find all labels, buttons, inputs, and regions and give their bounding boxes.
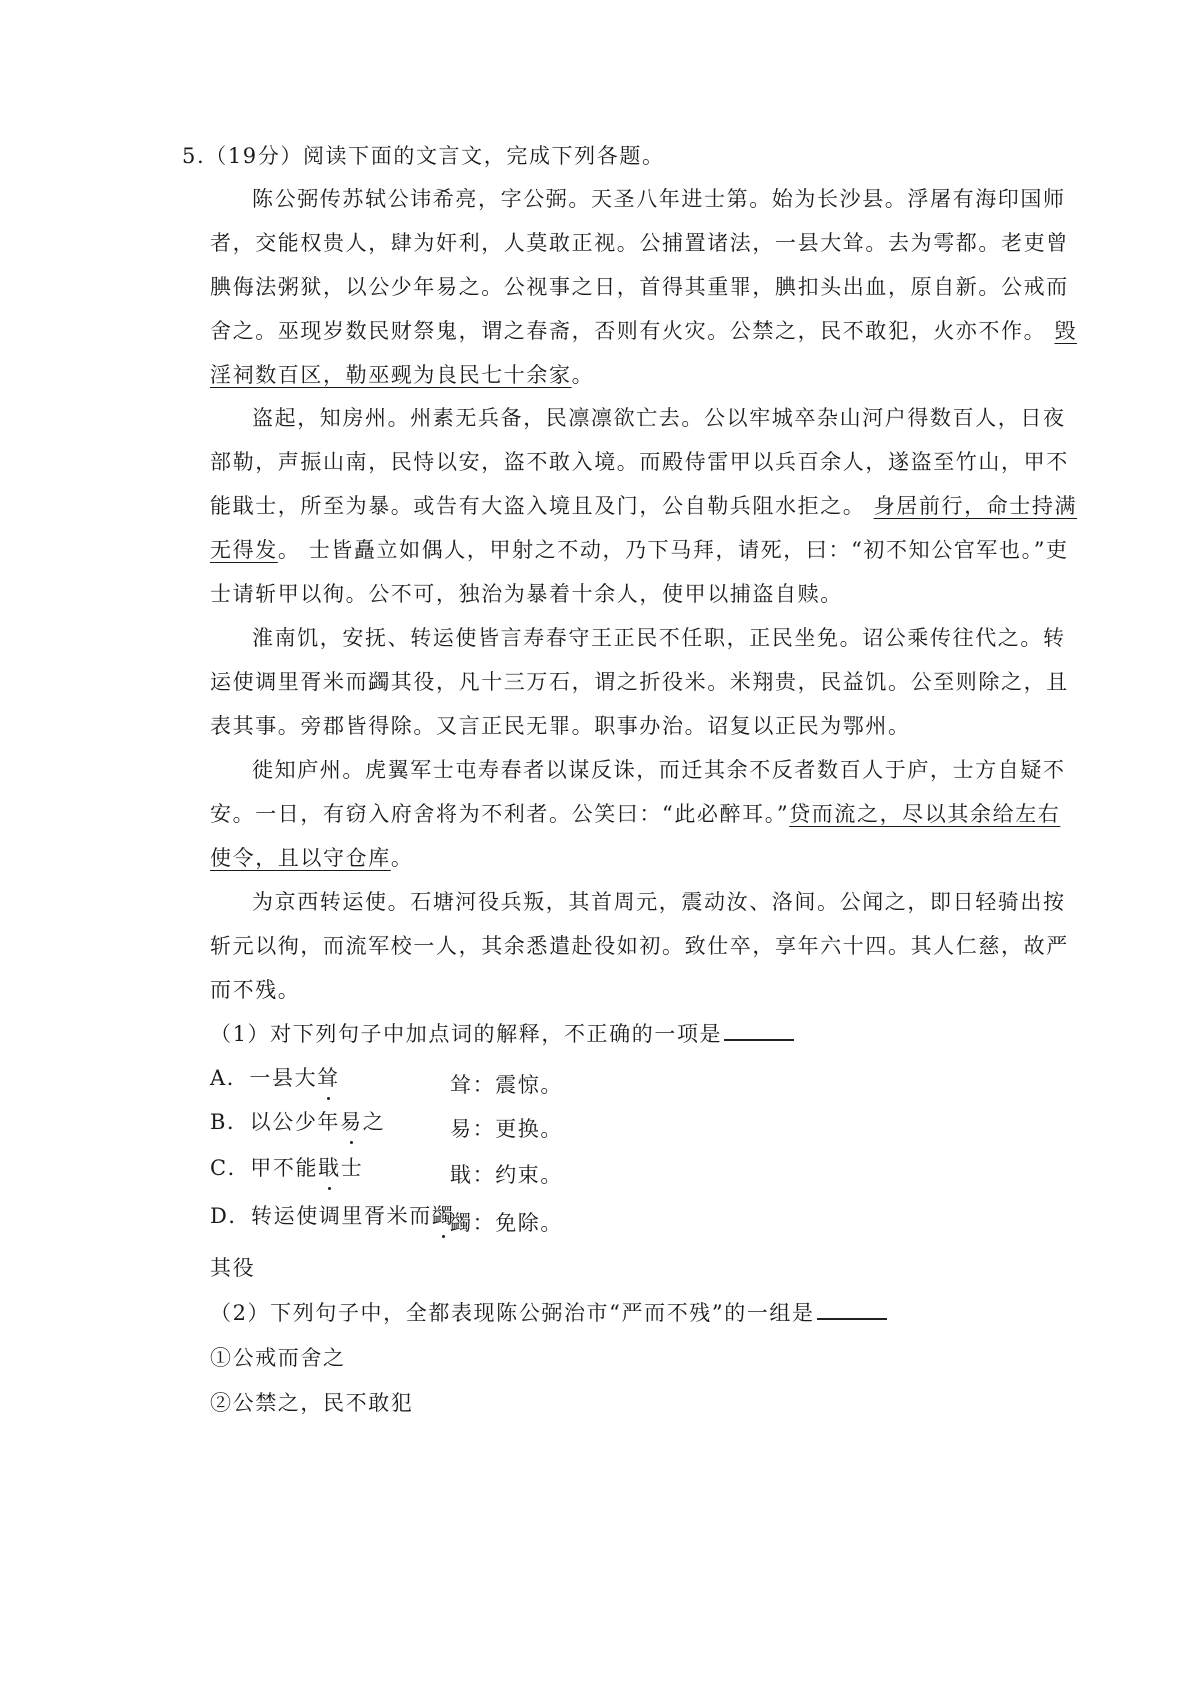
question-title: 5.（19分）阅读下面的文言文，完成下列各题。 <box>182 144 665 168</box>
subquestion-1-prompt: （1）对下列句子中加点词的解释，不正确的一项是 <box>210 1019 794 1049</box>
option-a-gloss: 耸：震惊。 <box>450 1073 563 1097</box>
underlined-sentence: 身居前行，命士持满 <box>873 494 1078 518</box>
option-c-gloss: 戢：约束。 <box>450 1163 563 1187</box>
passage-line: 盗起，知房州。州素无兵备，民凛凛欲亡去。公以牢城卒杂山河户得数百人，日夜 <box>252 406 1066 430</box>
subquestion-2-item: ①公戒而舍之 <box>210 1346 346 1370</box>
underlined-sentence: 使令，且以守仓库 <box>210 846 391 870</box>
passage-line: 表其事。旁郡皆得除。又言正民无罪。职事办治。诏复以正民为鄂州。 <box>210 714 911 738</box>
answer-blank[interactable] <box>724 1019 794 1041</box>
passage-line: 徙知庐州。虎翼军士屯寿春者以谋反诛，而迁其余不反者数百人于庐，士方自疑不 <box>252 758 1066 782</box>
passage-line: 士请斩甲以徇。公不可，独治为暴着十余人，使甲以捕盗自赎。 <box>210 582 843 606</box>
passage-line: 使令，且以守仓库。 <box>210 846 414 870</box>
subquestion-2-item: ②公禁之，民不敢犯 <box>210 1391 414 1415</box>
passage-line: 者，交能权贵人，肆为奸利，人莫敢正视。公捕置诸法，一县大耸。去为雩都。老吏曾 <box>210 231 1069 255</box>
passage-line: 腆侮法粥狱，以公少年易之。公视事之日，首得其重罪，腆扣头出血，原自新。公戒而 <box>210 275 1069 299</box>
option-b-gloss: 易：更换。 <box>450 1117 563 1141</box>
passage-line: 陈公弼传苏轼公讳希亮，字公弼。天圣八年进士第。始为长沙县。浮屠有海印国师 <box>252 187 1066 211</box>
dotted-word: 戢 <box>318 1153 341 1183</box>
passage-line: 淮南饥，安抚、转运使皆言寿春守王正民不任职，正民坐免。诏公乘传往代之。转 <box>252 626 1066 650</box>
passage-line: 为京西转运使。石塘河役兵叛，其首周元，震动汝、洛间。公闻之，即日轻骑出按 <box>252 890 1066 914</box>
underlined-sentence: 毁 <box>1054 319 1078 343</box>
passage-line: 部勒，声振山南，民恃以安，盗不敢入境。而殿侍雷甲以兵百余人，遂盗至竹山，甲不 <box>210 450 1069 474</box>
option-b-sentence: B．以公少年易之 <box>210 1107 385 1137</box>
subquestion-2-prompt: （2）下列句子中，全都表现陈公弼治市“严而不残”的一组是 <box>210 1298 887 1328</box>
passage-line: 能戢士，所至为暴。或告有大盗入境且及门，公自勒兵阻水拒之。 身居前行，命士持满 <box>210 494 1078 518</box>
passage-line: 斩元以徇，而流军校一人，其余悉遣赴役如初。致仕卒，享年六十四。其人仁慈，故严 <box>210 934 1069 958</box>
option-d-wrap: 其役 <box>210 1256 256 1280</box>
passage-line: 运使调里胥米而蠲其役，凡十三万石，谓之折役米。米翔贵，民益饥。公至则除之，且 <box>210 670 1069 694</box>
option-a-sentence: A．一县大耸 <box>210 1063 340 1093</box>
answer-blank[interactable] <box>817 1298 887 1320</box>
passage-line: 安。一日，有窃入府舍将为不利者。公笑曰：“此必醉耳。”贷而流之，尽以其余给左右 <box>210 802 1061 826</box>
underlined-sentence: 淫祠数百区，勒巫觋为良民七十余家 <box>210 363 572 387</box>
passage-line: 无得发。 士皆矗立如偶人，甲射之不动，乃下马拜，请死，曰：“初不知公官军也。”吏 <box>210 538 1069 562</box>
underlined-sentence: 无得发 <box>210 538 278 562</box>
dotted-word: 蠲 <box>432 1201 455 1231</box>
passage-line: 淫祠数百区，勒巫觋为良民七十余家。 <box>210 363 595 387</box>
option-d-gloss: 蠲：免除。 <box>450 1211 563 1235</box>
underlined-sentence: 贷而流之，尽以其余给左右 <box>789 802 1061 826</box>
passage-line: 舍之。巫现岁数民财祭鬼，谓之春斋，否则有火灾。公禁之，民不敢犯，火亦不作。 毁 <box>210 319 1078 343</box>
option-d-sentence: D．转运使调里胥米而蠲 <box>210 1201 454 1231</box>
dotted-word: 易 <box>340 1107 363 1137</box>
passage-line: 而不残。 <box>210 978 301 1002</box>
dotted-word: 耸 <box>317 1063 340 1093</box>
option-c-sentence: C．甲不能戢士 <box>210 1153 363 1183</box>
